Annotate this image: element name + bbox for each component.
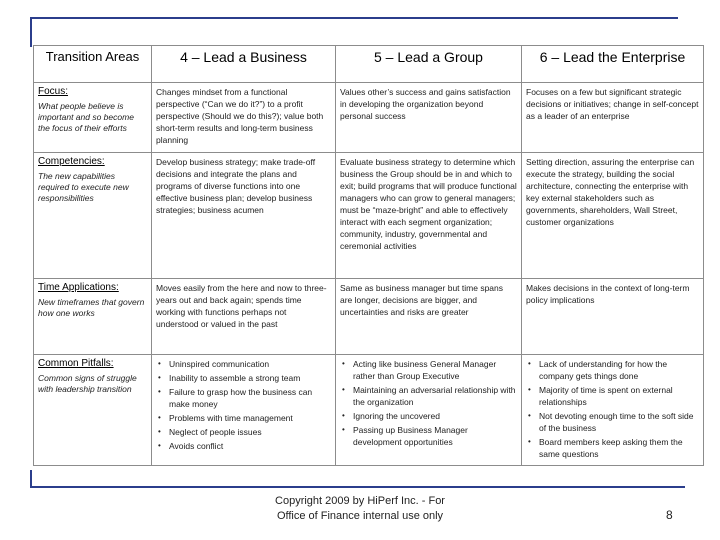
list-item (156, 440, 331, 452)
bullet-icon: • (342, 385, 345, 394)
copyright-line-1: Copyright 2009 by HiPerf Inc. - For (275, 495, 445, 507)
list-item-text: Board members keep asking them the same questions (539, 437, 683, 459)
bullet-list (156, 358, 331, 452)
row-header-common-pitfalls (34, 355, 152, 466)
page-number: 8 (666, 508, 673, 522)
list-item (526, 410, 699, 434)
table-cell (152, 355, 336, 466)
list-item-text: Neglect of people issues (169, 427, 262, 437)
list-item-text: Failure to grasp how the business can make money (169, 387, 313, 409)
table-cell: Same as business manager but time spans are longer, decisions are bigger, and uncertainties and risks are greater (336, 279, 522, 355)
bullet-icon: • (342, 411, 345, 420)
list-item-text: Problems with time management (169, 413, 293, 423)
table-cell: Focuses on a few but significant strategic decisions or initiatives; change in self-concept as a leader of an enterprise (522, 83, 704, 153)
list-item-text: Ignoring the uncovered (353, 411, 440, 421)
table-cell: Values other’s success and gains satisfaction in developing the organization beyond personal success (336, 83, 522, 153)
bullet-icon: • (528, 385, 531, 394)
list-item (156, 426, 331, 438)
row-subtitle: The new capabilities required to execute new responsibilities (38, 171, 129, 203)
table-cell: Changes mindset from a functional perspective (“Can we do it?”) to a profit perspective (Should we do this?); value both short-term results and long-term business planning (152, 83, 336, 153)
table-row (34, 279, 704, 355)
col-header-lead-group: 5 – Lead a Group (336, 46, 522, 83)
list-item (156, 386, 331, 410)
row-subtitle: What people believe is important and so become the focus of their efforts (38, 101, 134, 133)
bullet-icon: • (528, 437, 531, 446)
list-item-text: Uninspired communication (169, 359, 270, 369)
list-item (340, 358, 517, 382)
list-item (156, 358, 331, 370)
table-row (34, 153, 704, 279)
row-title: Focus: (38, 86, 69, 97)
table-cell: Makes decisions in the context of long-term policy implications (522, 279, 704, 355)
table-cell: Moves easily from the here and now to three-years out and back again; spends time working with functions perhaps not understood or valued in the past (152, 279, 336, 355)
row-header-competencies (34, 153, 152, 279)
table-cell (336, 355, 522, 466)
list-item (526, 436, 699, 460)
bullet-icon: • (158, 413, 161, 422)
row-title: Time Applications: (38, 282, 119, 293)
list-item-text: Maintaining an adversarial relationship with the organization (353, 385, 516, 407)
header-row (34, 46, 704, 83)
table-cell (522, 355, 704, 466)
list-item (156, 412, 331, 424)
bullet-list (526, 358, 699, 460)
row-subtitle: New timeframes that govern how one works (38, 297, 145, 318)
row-title: Competencies: (38, 156, 105, 167)
table-cell: Evaluate business strategy to determine which business the Group should be in and which to exit; build programs that will produce functional managers who can grow to general managers; must be “maze-bright” and able to effectively interact with each segment organization; community, industry, governmental and ceremonial activities (336, 153, 522, 279)
row-subtitle: Common signs of struggle with leadership transition (38, 373, 137, 394)
table-cell: Develop business strategy; make trade-off decisions and integrate the plans and programs of diverse functions into one effective business plan; develop business strategies; business acumen (152, 153, 336, 279)
list-item-text: Inability to assemble a strong team (169, 373, 301, 383)
frame-top-rule (30, 17, 678, 19)
bullet-icon: • (528, 411, 531, 420)
list-item (340, 424, 517, 448)
list-item-text: Acting like business General Manager rather than Group Executive (353, 359, 497, 381)
bullet-icon: • (342, 359, 345, 368)
row-header-time-applications (34, 279, 152, 355)
list-item (526, 384, 699, 408)
bullet-icon: • (158, 359, 161, 368)
table-row (34, 83, 704, 153)
table-row (34, 355, 704, 466)
bullet-icon: • (158, 441, 161, 450)
bullet-icon: • (528, 359, 531, 368)
table-cell: Setting direction, assuring the enterprise can execute the strategy, building the social architecture, connecting the enterprise with key external stakeholders such as governments, shareholders, Wall Street, customer organizations (522, 153, 704, 279)
bullet-icon: • (158, 373, 161, 382)
bullet-icon: • (158, 427, 161, 436)
list-item-text: Majority of time is spent on external relationships (539, 385, 673, 407)
list-item-text: Lack of understanding for how the company gets things done (539, 359, 668, 381)
list-item-text: Not devoting enough time to the soft side of the business (539, 411, 694, 433)
leadership-transition-table (33, 45, 704, 466)
row-title: Common Pitfalls: (38, 358, 114, 369)
list-item-text: Passing up Business Manager development opportunities (353, 425, 468, 447)
bullet-list (340, 358, 517, 448)
list-item-text: Avoids conflict (169, 441, 224, 451)
list-item (526, 358, 699, 382)
bullet-icon: • (342, 425, 345, 434)
list-item (340, 384, 517, 408)
row-header-focus (34, 83, 152, 153)
bullet-icon: • (158, 387, 161, 396)
col-header-lead-business: 4 – Lead a Business (152, 46, 336, 83)
copyright-line-2: Office of Finance internal use only (276, 510, 444, 522)
col-header-lead-enterprise: 6 – Lead the Enterprise (522, 46, 704, 83)
copyright-footer (240, 494, 480, 524)
list-item (156, 372, 331, 384)
frame-bottom-rule (30, 486, 685, 488)
frame-left-rule (30, 17, 32, 47)
corner-header: Transition Areas (34, 46, 152, 83)
list-item (340, 410, 517, 422)
